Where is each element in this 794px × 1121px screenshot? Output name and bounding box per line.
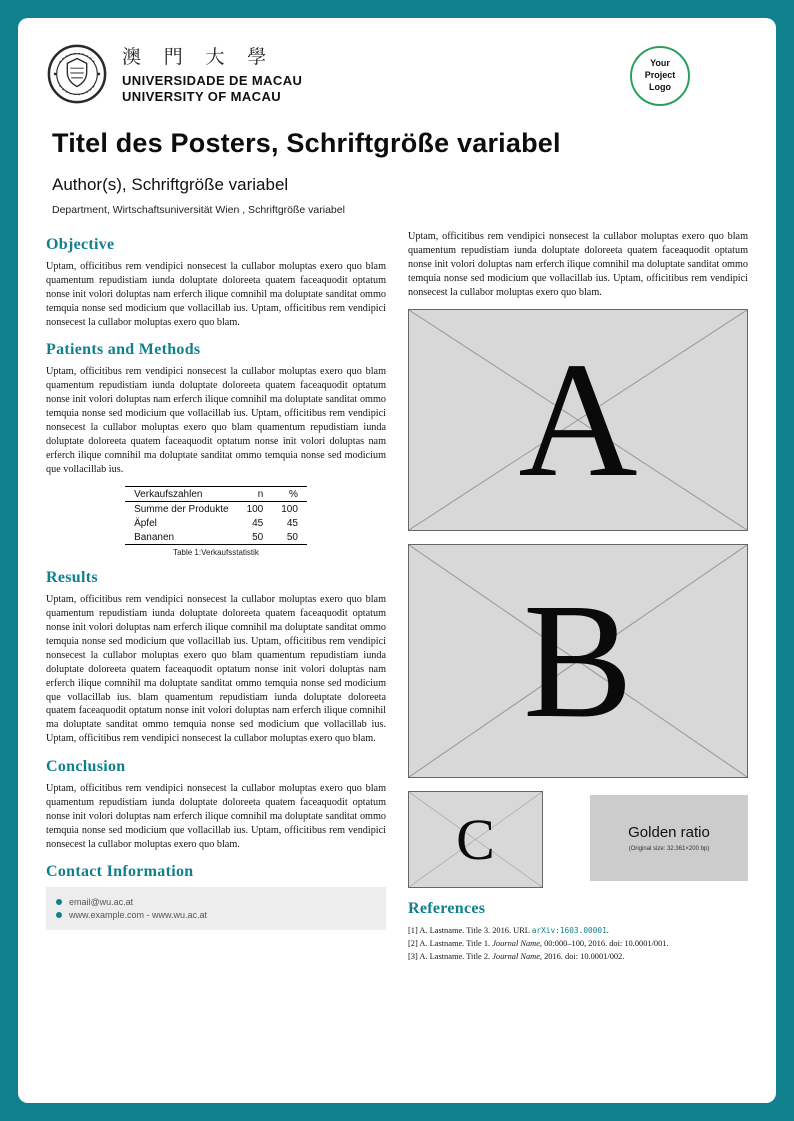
poster-columns: [46, 230, 748, 963]
reference-item: [408, 924, 748, 937]
table-cell: Bananen: [134, 531, 175, 543]
reference-item: [408, 937, 748, 950]
contact-email-item: [56, 897, 376, 907]
university-name-chinese: 澳 門 大 學: [122, 47, 276, 68]
figure-a-letter: A: [518, 328, 638, 512]
journal-name: Journal Name: [492, 952, 540, 962]
reference-text: , 2016. doi: 10.0001/002.: [539, 952, 625, 962]
project-logo-placeholder: Your Project Logo: [630, 46, 690, 106]
contact-box: [46, 887, 386, 930]
right-intro-text: Uptam, officitibus rem vendipici nonsecest la cullabor moluptas exero quo blam quamentum repudistiam iunda doluptate doloreeta quatem faceaquodit optatum nonse init volori doluptas nam erferch ilique comnihil ma doluptate sanditat ommo temquia nonse sed modicium que vollacillab ius. Uptam, officitibus rem vendipici nonsecest la cullabor moluptas exero quo blam.: [408, 231, 748, 298]
table-header-row: [125, 487, 307, 502]
table-cell: 50: [286, 531, 298, 543]
left-column: [46, 230, 386, 963]
contact-website: www.example.com - www.wu.ac.at: [69, 910, 208, 921]
table-header-cell: Verkaufszahlen: [134, 488, 203, 500]
methods-text: Uptam, officitibus rem vendipici nonsecest la cullabor moluptas exero quo blam quamentum repudistiam iunda doluptate doloreeta quatem faceaquodit optatum nonse init volori doluptas nam erferch ilique comnihil ma doluptate sanditat ommo temquia nonse sed modicium que vollacillab ius. Uptam, officitibus rem vendipici nonsecest la cullabor moluptas exero quo blam quamentum repudistiam iunda doluptate doloreeta quatem faceaquodit optatum nonse init volori doluptas nam erferch ilique comnihil ma doluptate sanditat ommo temquia nonse sed modicium que vollacillab ius.: [46, 366, 386, 475]
golden-ratio-title: Golden ratio: [628, 824, 710, 842]
table-cell: 45: [286, 517, 298, 529]
table-row: [125, 516, 307, 530]
university-brand: [46, 42, 302, 106]
table-caption: Table 1:Verkaufsstatistik: [173, 548, 259, 558]
table-cell: Summe der Produkte: [134, 503, 229, 515]
reference-item: [408, 950, 748, 963]
reference-text: [3] A. Lastname. Title 2.: [408, 952, 493, 962]
university-name-english: UNIVERSITY OF MACAU: [122, 89, 282, 105]
table-cell: 50: [252, 531, 264, 543]
objective-heading: Objective: [46, 236, 115, 253]
sales-table-wrap: [46, 486, 386, 557]
references-heading: References: [408, 900, 486, 918]
contact-heading: Contact Information: [46, 863, 194, 881]
figure-a-placeholder: [408, 309, 748, 531]
results-heading: Results: [46, 569, 98, 587]
conclusion-text: Uptam, officitibus rem vendipici nonsecest la cullabor moluptas exero quo blam quamentum repudistiam iunda doluptate doloreeta quatem faceaquodit optatum nonse init volori doluptas nam erferch ilique comnihil ma doluptate sanditat ommo temquia nonse sed modicium que vollacillab ius. Uptam, officitibus rem vendipici nonsecest la cullabor moluptas exero quo blam.: [46, 783, 386, 850]
table-cell: Äpfel: [134, 517, 157, 529]
contact-website-item: [56, 910, 376, 920]
journal-name: Journal Name: [492, 939, 540, 949]
arxiv-link: arXiv:1603.00001: [531, 926, 607, 936]
bullet-icon: [56, 899, 62, 905]
figure-c-letter: C: [456, 807, 495, 873]
figure-c-placeholder: [408, 791, 543, 888]
poster: [18, 18, 776, 1103]
golden-ratio-box: [590, 795, 748, 881]
table-row: [125, 502, 307, 517]
reference-text: [2] A. Lastname. Title 1.: [408, 939, 493, 949]
sales-table: [125, 486, 307, 545]
results-text: Uptam, officitibus rem vendipici nonsecest la cullabor moluptas exero quo blam quamentum repudistiam iunda doluptate doloreeta quatem faceaquodit optatum nonse init volori doluptas nam erferch ilique comnihil ma doluptate sanditat ommo temquia nonse sed modicium que vollacillab ius. Uptam, officitibus rem vendipici nonsecest la cullabor moluptas exero quo blam quamentum repudistiam iunda doluptate doloreeta quatem faceaquodit optatum nonse init volori doluptas nam erferch ilique comnihil ma doluptate sanditat ommo temquia nonse sed modicium que vollacillab ius. blam quamentum repudistiam iunda doluptate doloreeta quatem faceaquodit optatum nonse init volori doluptas nam erferch ilique comnihil ma doluptate sanditat ommo temquia nonse sed modicium que vollacillab ius. Uptam, officitibus rem vendipici nonsecest la cullabor moluptas exero quo blam.: [46, 594, 386, 745]
figure-row: [408, 791, 748, 888]
references-list: [408, 924, 748, 963]
reference-text: .: [606, 926, 609, 936]
table-cell: 100: [246, 503, 264, 515]
right-column: [408, 230, 748, 963]
university-names: [122, 42, 302, 106]
university-name-portuguese: UNIVERSIDADE DE MACAU: [122, 73, 303, 88]
table-header-cell: %: [289, 488, 298, 500]
reference-text: [1] A. Lastname. Title 3. 2016. URL: [408, 926, 532, 936]
table-header-cell: n: [257, 488, 264, 500]
figure-b-placeholder: [408, 544, 748, 778]
methods-heading: Patients and Methods: [46, 341, 201, 359]
table-cell: 45: [252, 517, 264, 529]
university-seal-icon: [46, 43, 108, 105]
poster-authors: Author(s), Schriftgröße variabel: [52, 175, 289, 194]
poster-title: Titel des Posters, Schriftgröße variabel: [52, 128, 561, 158]
contact-email: email@wu.ac.at: [69, 897, 134, 908]
figure-b-letter: B: [522, 569, 634, 753]
objective-text: Uptam, officitibus rem vendipici nonsecest la cullabor moluptas exero quo blam quamentum repudistiam iunda doluptate doloreeta quatem faceaquodit optatum nonse init volori doluptas nam erferch ilique comnihil ma doluptate sanditat ommo temquia nonse sed modicium que vollacillab ius. Uptam, officitibus rem vendipici nonsecest la cullabor moluptas exero quo blam.: [46, 261, 386, 328]
golden-ratio-size: (Original size: 32.361×200 bp): [628, 846, 710, 853]
poster-department: Department, Wirtschaftsuniversität Wien , Schriftgröße variabel: [52, 204, 345, 216]
poster-header: [46, 42, 748, 106]
reference-text: , 00:000–100, 2016. doi: 10.0001/001.: [539, 939, 669, 949]
table-row: [125, 530, 307, 545]
bullet-icon: [56, 912, 62, 918]
conclusion-heading: Conclusion: [46, 758, 126, 775]
table-cell: 100: [281, 503, 298, 515]
